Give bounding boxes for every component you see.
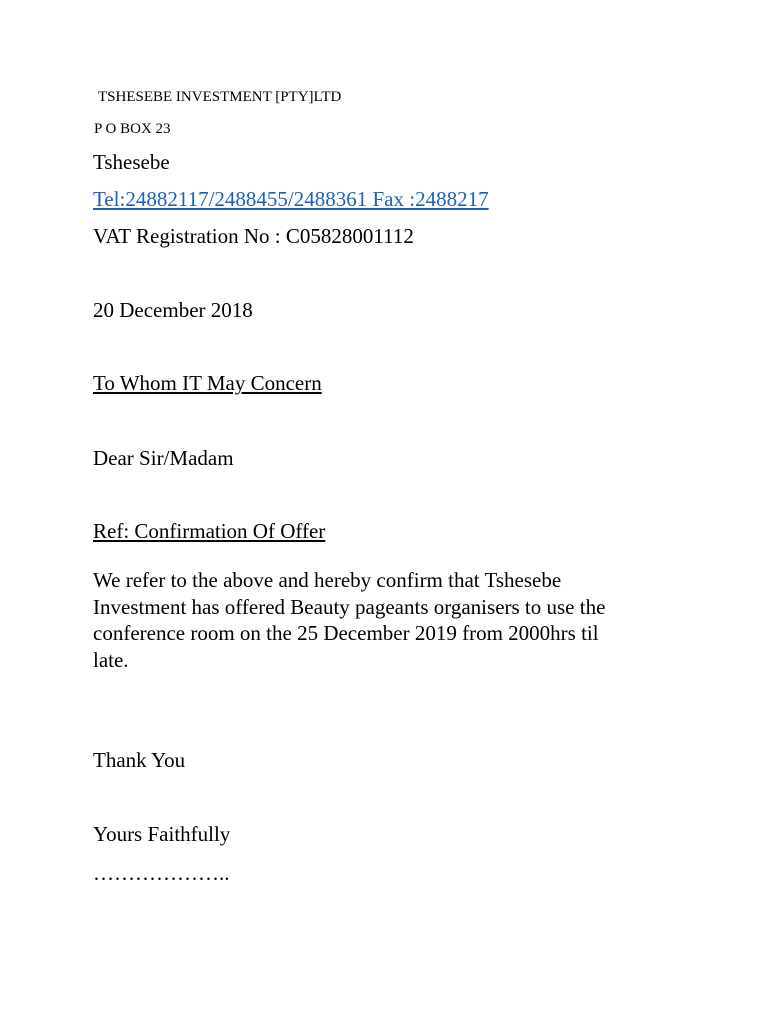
- body-line: conference room on the 25 December 2019 from 2000hrs til: [93, 621, 599, 645]
- signature-line: ………………..: [93, 861, 230, 885]
- salutation: Dear Sir/Madam: [93, 446, 234, 470]
- body-line: Investment has offered Beauty pageants organisers to use the: [93, 594, 606, 619]
- body-line: late.: [93, 647, 129, 672]
- sign-off: Yours Faithfully: [93, 822, 231, 846]
- recipient-line: To Whom IT May Concern: [93, 371, 322, 395]
- letter-date: 20 December 2018: [93, 298, 253, 322]
- body-line: We refer to the above and hereby confirm that Tshesebe: [93, 568, 562, 592]
- po-box: P O BOX 23: [94, 121, 171, 137]
- contact-link[interactable]: Tel:24882117/2488455/2488361 Fax :2488217: [93, 187, 489, 211]
- town-name: Tshesebe: [93, 150, 170, 174]
- body-paragraph: [93, 567, 693, 673]
- vat-registration: VAT Registration No : C05828001112: [93, 224, 414, 248]
- thank-you: Thank You: [93, 748, 186, 772]
- reference-line: Ref: Confirmation Of Offer: [93, 519, 326, 543]
- company-name: TSHESEBE INVESTMENT [PTY]LTD: [98, 89, 342, 105]
